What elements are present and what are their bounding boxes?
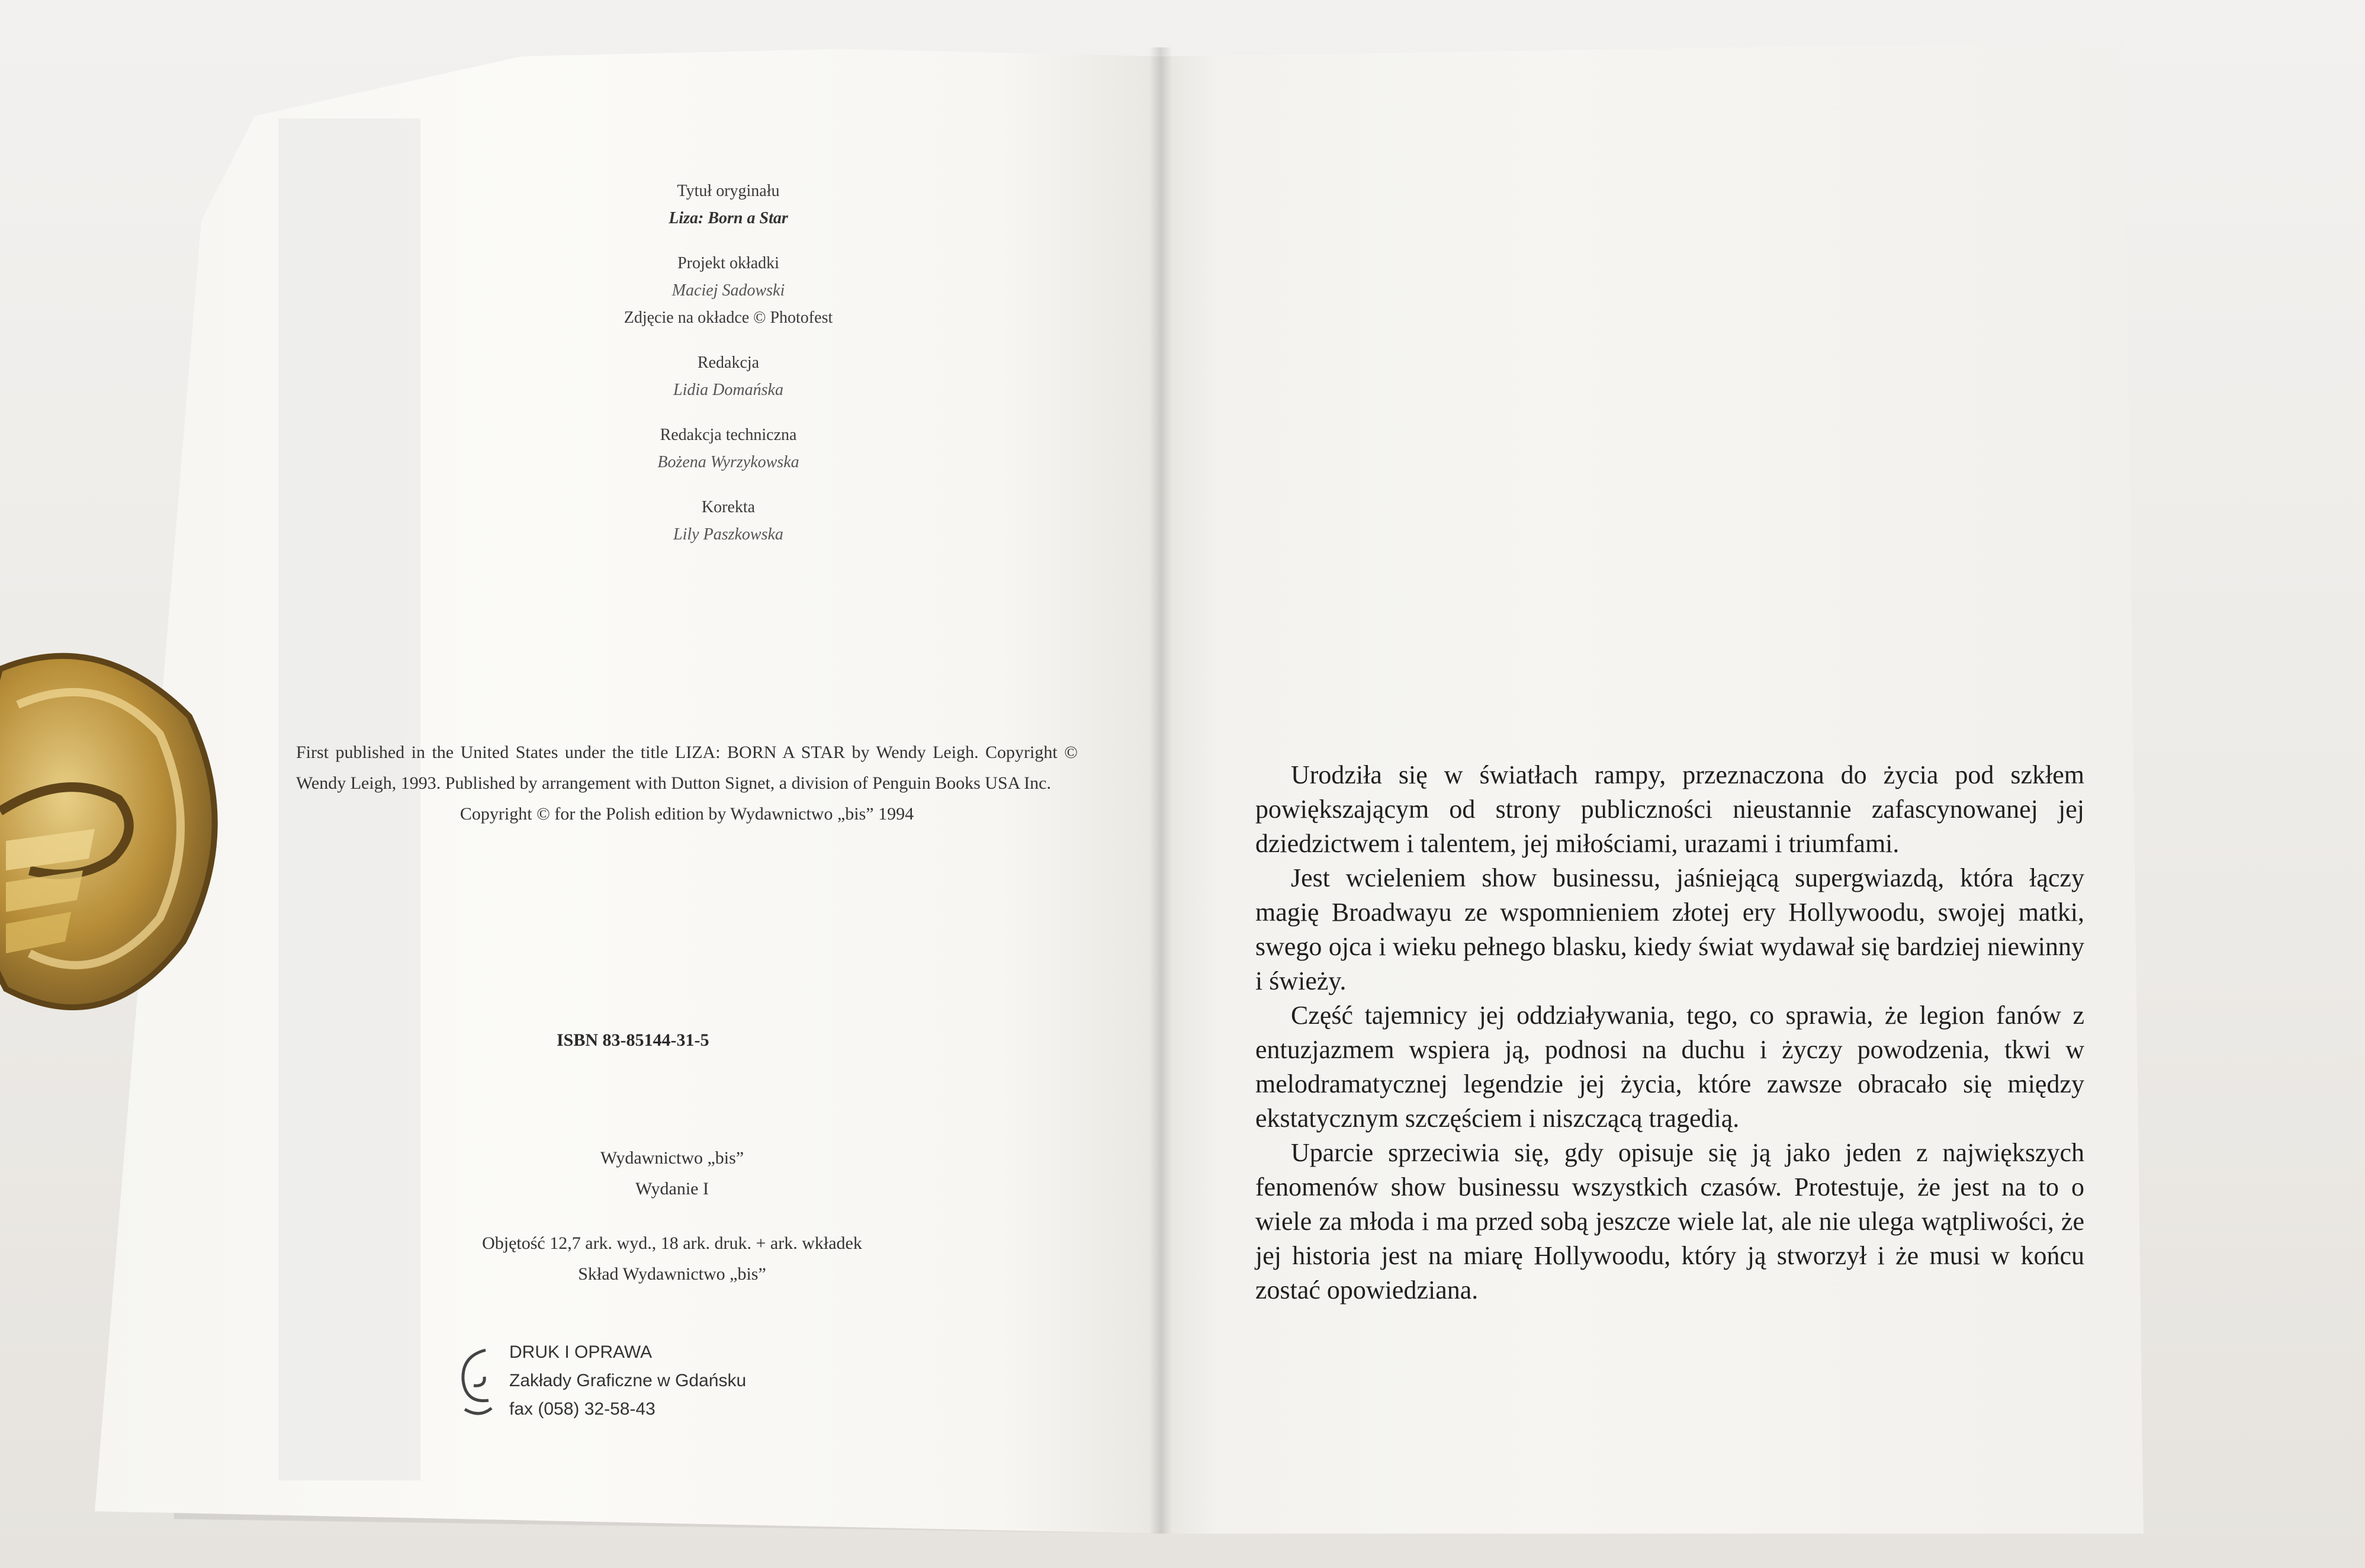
colophon-cover-design [343, 250, 1113, 332]
colophon-technical-editing [343, 422, 1113, 476]
printer-info [509, 1338, 746, 1424]
volume-info: Objętość 12,7 ark. wyd., 18 ark. druk. + ark. wkładek [482, 1233, 862, 1253]
paragraph: Jest wcieleniem show businessu, jaśniejącą supergwiazdą, która łączy magię Broadwayu ze wspomnieniem złotej ery Hollywoodu, swojej matki, swego ojca i wieku pełnego blasku, kiedy świat wydawał się bardziej niewinny i świeży. [1255, 863, 2084, 995]
colophon-editing [343, 349, 1113, 404]
paragraph: Część tajemnicy jej oddziaływania, tego, co sprawia, że legion fanów z entuzjazmem wspiera ją, podnosi na duchu i życzy powodzenia, tkwi w melodramatycznej legendzie jej życia, które zawsze obracało się między ekstatycznym szczęściem i niszczącą tragedią. [1255, 1001, 2084, 1133]
colophon-label: Redakcja [697, 354, 760, 372]
printer-fax: fax (058) 32-58-43 [509, 1399, 655, 1419]
publisher-name: Wydawnictwo „bis” [600, 1148, 744, 1168]
paragraph: Uparcie sprzeciwia się, gdy opisuje się ją jako jeden z największych fenomenów show businessu wszystkich czasów. Protestuje, że jest na to o wiele za młoda i ma przed sobą jeszcze wiele lat, ale nie ulega wątpliwości, że jej historia jest na miarę Hollywoodu, który ją stworzył i że musi w końcu zostać opowiedziana. [1255, 1138, 2084, 1304]
publisher-info [332, 1143, 1013, 1290]
polish-copyright-note: Copyright © for the Polish edition by Wydawnictwo „bis” 1994 [459, 804, 914, 824]
blurb-text [1255, 758, 2084, 1307]
colophon-value: Liza: Born a Star [669, 209, 788, 227]
colophon-value: Bożena Wyrzykowska [657, 453, 799, 471]
colophon-proofreading [343, 494, 1113, 548]
copyright-notice [296, 737, 1078, 830]
printer-title: DRUK I OPRAWA [509, 1342, 653, 1362]
typesetting-info: Skład Wydawnictwo „bis” [578, 1264, 766, 1284]
colophon-label: Tytuł oryginału [677, 182, 780, 200]
colophon-label: Redakcja techniczna [660, 426, 797, 444]
colophon-label: Projekt okładki [677, 254, 779, 272]
colophon-label: Korekta [701, 498, 756, 516]
printer-name: Zakłady Graficzne w Gdańsku [509, 1371, 747, 1390]
brass-ornament [0, 634, 237, 1024]
paragraph: Urodziła się w światłach rampy, przeznaczona do życia pod szkłem powiększającym od strony publiczności nieustannie zafascynowanej jej dziedzictwem i talentem, jej miłościami, urazami i triumfami. [1255, 760, 2084, 858]
colophon-value: Lily Paszkowska [673, 525, 783, 544]
colophon-value: Lidia Domańska [673, 381, 783, 399]
colophon-value: Maciej Sadowski [671, 281, 785, 300]
colophon [343, 178, 1113, 566]
colophon-photo-credit: Zdjęcie na okładce © Photofest [624, 309, 833, 327]
book-gutter [1149, 47, 1172, 1534]
edition: Wydanie I [635, 1179, 709, 1199]
first-published-note: First published in the United States under the title LIZA: BORN A STAR by Wendy Leigh. Copyright © Wendy Leigh, 1993. Published by arrangement with Dutton Signet, a division of Penguin Books USA Inc. [296, 743, 1078, 793]
colophon-original-title [343, 178, 1113, 232]
printer-logo-icon [456, 1344, 497, 1421]
isbn: ISBN 83-85144-31-5 [557, 1030, 709, 1050]
